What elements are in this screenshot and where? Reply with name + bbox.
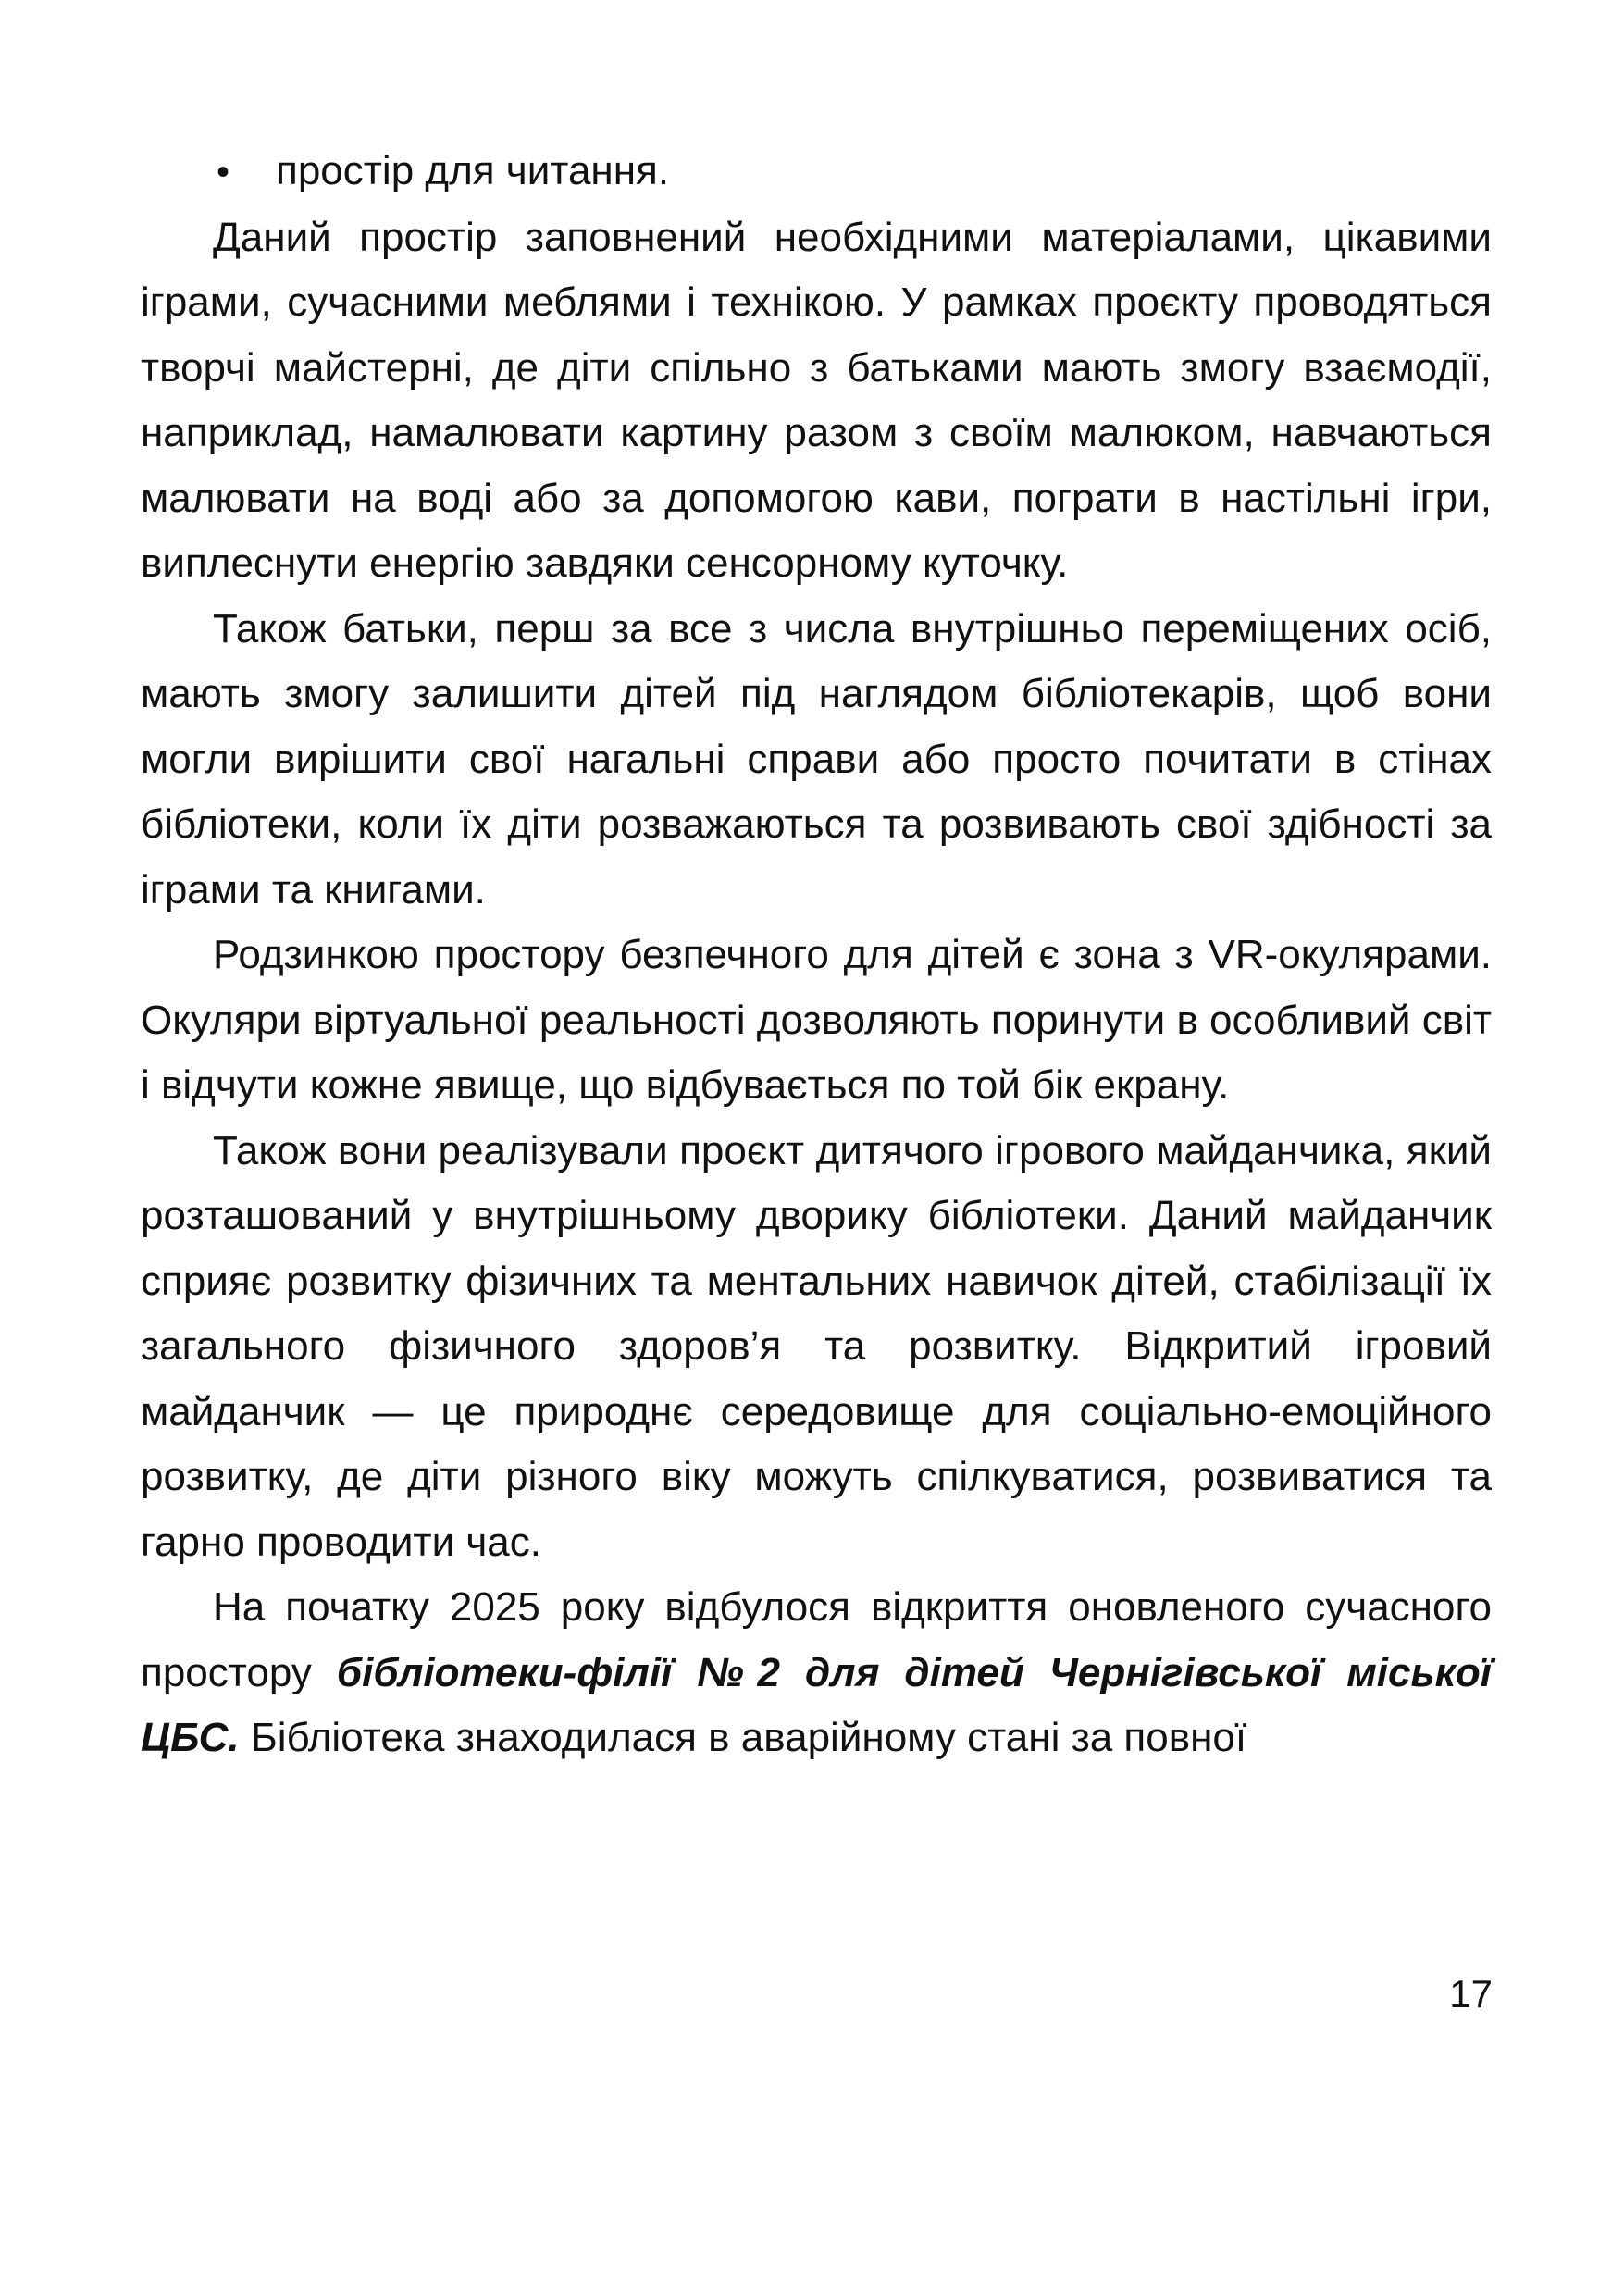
paragraph-5-intro: На початку 2025 року відбулося відкриття оновленого сучасного простору — [141, 1584, 1492, 1695]
paragraph-2: Також батьки, перш за все з числа внутрішньо переміщених осіб, мають змогу залишити дітей під наглядом бібліотекарів, щоб вони могли вирішити свої нагальні справи або просто почитати в стінах бібліотеки, коли їх діти розважаються та розвивають свої здібності за іграми та книгами. — [141, 605, 1492, 912]
bullet-list-item — [141, 139, 1492, 205]
page-number: 17 — [1449, 1972, 1493, 2016]
paragraph-5 — [141, 1575, 1492, 1771]
paragraph-3: Родзинкою простору безпечного для дітей є зона з VR-окулярами. Окуляри віртуальної реальності дозволяють поринути в особливий світ і відчути кожне явище, що відбувається по той бік екрану. — [141, 932, 1493, 1108]
paragraph-4: Також вони реалізували проєкт дитячого ігрового майданчика, який розташований у внутрішньому дворику бібліотеки. Даний майданчик сприяє розвитку фізичних та ментальних навичок дітей, стабілізації їх загального фізичного здоров’я та розвитку. Відкритий ігровий майданчик — це природнє середовище для соціально-емоційного розвитку, де діти різного віку можуть спілкуватися, розвиватися та гарно проводити час. — [141, 1127, 1492, 1565]
body-text — [141, 139, 1492, 1771]
bullet-text: простір для читання. — [276, 148, 670, 193]
paragraph-5-continuation: Бібліотека знаходилася в аварійному стані за повної — [239, 1715, 1247, 1760]
bullet-mark: • — [217, 152, 230, 192]
library-name-emphasis: бібліотеки-філії №2 для дітей Чернігівської міської ЦБС. — [141, 1649, 1492, 1760]
paragraph-1: Даний простір заповнений необхідними матеріалами, цікавими іграми, сучасними меблями і технікою. У рамках проєкту проводяться творчі майстерні, де діти спільно з батьками мають змогу взаємодії, наприклад, намалювати картину разом з своїм малюком, навчаються малювати на воді або за допомогою кави, пограти в настільні ігри, виплеснути енергію завдяки сенсорному куточку. — [141, 214, 1492, 586]
